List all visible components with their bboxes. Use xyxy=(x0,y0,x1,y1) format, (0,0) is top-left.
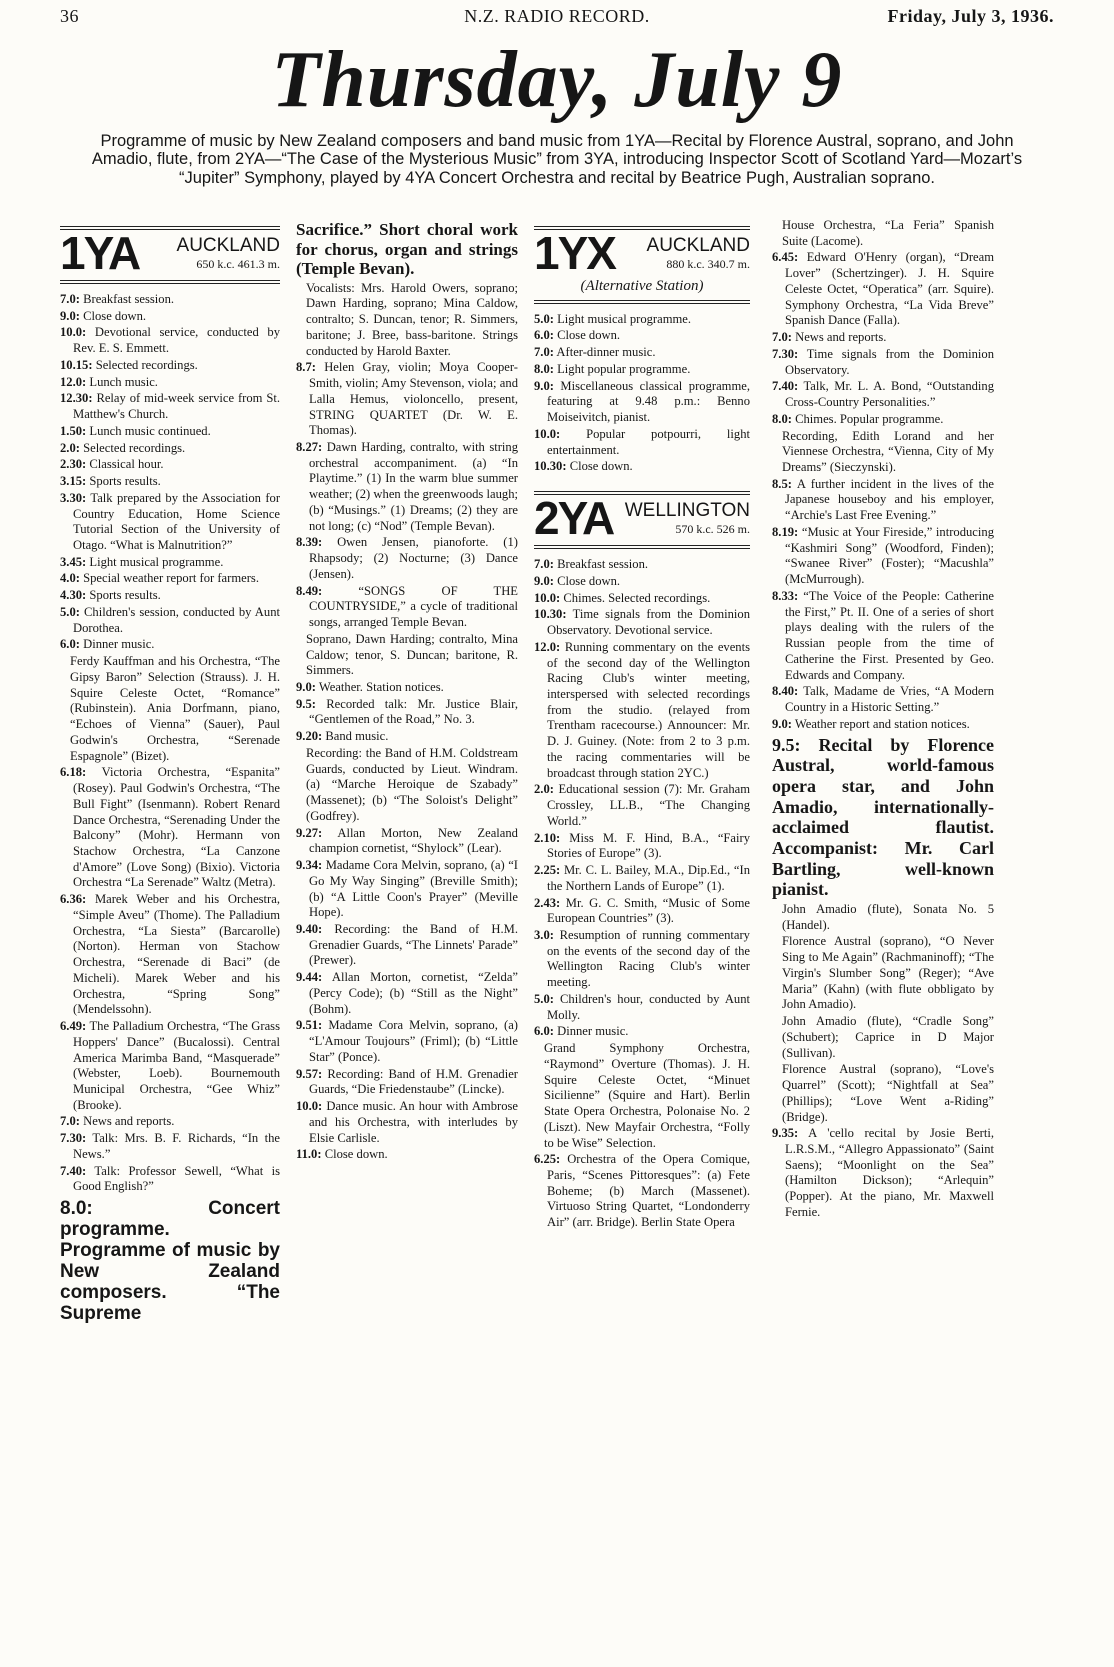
programme-text: Recording: the Band of H.M. Coldstream Guards, conducted by Lieut. Windram. (a) “Marche Heroique de Szabady” (Massenet); (b) “The Soloist's Delight” (Godfrey). xyxy=(306,745,518,823)
programme-time: 8.5: xyxy=(772,476,792,491)
programme-item xyxy=(60,1114,280,1130)
programme-text: Marek Weber and his Orchestra, “Simple Aveu” (Thome). The Palladium Orchestra, “La Siesta” (Barcarolle) (Norton). Herman von Stachow Orchestra, “Serenade di Baci” (de Micheli). Marek Weber and his Orchestra, “Spring Song” (Mendelssohn). xyxy=(73,892,280,1017)
programme-time: 9.0: xyxy=(296,680,316,694)
station-header-2ya xyxy=(534,492,750,545)
programme-text: Classical hour. xyxy=(89,457,164,472)
programme-time: 9.0: xyxy=(772,716,792,731)
station-frequency: 570 k.c. 526 m. xyxy=(675,522,750,537)
programme-time: 9.57: xyxy=(296,1066,323,1081)
programme-time: 9.20: xyxy=(296,729,323,744)
programme-text: Close down. xyxy=(569,459,633,474)
programme-time: 2.0: xyxy=(534,782,554,797)
programme-time: 7.30: xyxy=(772,346,799,361)
programme-time: 10.0: xyxy=(296,1099,323,1114)
programme-list-2ya xyxy=(534,557,750,1231)
programme-item xyxy=(60,654,280,764)
programme-text: Chimes. Selected recordings. xyxy=(563,590,711,605)
programme-time: 2.43: xyxy=(534,895,561,910)
programme-item xyxy=(534,427,750,458)
programme-item xyxy=(296,1099,518,1146)
programme-item xyxy=(772,330,994,346)
programme-item xyxy=(296,746,518,825)
station-call: 2YA xyxy=(534,492,614,545)
programme-item xyxy=(772,1014,994,1061)
programme-text: Weather report and station notices. xyxy=(794,716,970,731)
programme-time: 8.49: xyxy=(296,583,323,598)
programme-item xyxy=(60,1164,280,1195)
programme-time: 6.36: xyxy=(60,892,87,907)
programme-text: Dawn Harding, contralto, with string orchestral accompaniment. (a) “In Playtime.” (1) In the warm blue summer weather; (2) when the greenwoods laugh; (b) “Musings.” (1) Dreams; (2) they are not long; (c) “Nod” (Temple Bevan). xyxy=(309,439,518,533)
programme-list-2ya-cont xyxy=(772,218,994,733)
programme-time: 10.30: xyxy=(534,459,567,474)
issue-date: Friday, July 3, 1936. xyxy=(887,6,1054,26)
programme-text: Resumption of running commentary on the events of the second day of the Wellington Racing Club's winter meeting. xyxy=(547,927,750,990)
programme-text: Edward O'Henry (organ), “Dream Lover” (Schertzinger). J. H. Squire Celeste Octet, “Operatica” (arr. Squire). Symphony Orchestra, “La Vida Breve” Spanish Dance (Falla). xyxy=(785,250,994,328)
station-call: 1YX xyxy=(534,227,615,279)
programme-time: 6.18: xyxy=(60,765,87,780)
station-city: AUCKLAND xyxy=(176,234,280,256)
programme-text: Close down. xyxy=(557,328,621,343)
station-frequency: 880 k.c. 340.7 m. xyxy=(666,257,750,272)
programme-time: 7.0: xyxy=(534,345,554,360)
programme-text: Educational session (7): Mr. Graham Crossley, LL.B., “The Changing World.” xyxy=(547,782,750,828)
programme-item xyxy=(534,574,750,590)
programme-item xyxy=(296,281,518,360)
masthead xyxy=(60,6,1054,32)
programme-time: 8.33: xyxy=(772,588,799,603)
programme-item xyxy=(772,1126,994,1220)
programme-text: Band music. xyxy=(325,729,389,744)
programme-item xyxy=(534,640,750,782)
programme-item xyxy=(296,729,518,745)
station-city: WELLINGTON xyxy=(624,499,750,521)
programme-text: Allan Morton, New Zealand champion cornetist, “Shylock” (Lear). xyxy=(309,825,518,856)
programme-time: 9.27: xyxy=(296,825,323,840)
programme-text: Close down. xyxy=(557,573,621,588)
programme-time: 6.49: xyxy=(60,1019,87,1034)
programme-time: 10.0: xyxy=(60,325,87,340)
programme-item xyxy=(296,697,518,728)
programme-time: 7.30: xyxy=(60,1131,87,1146)
programme-time: 9.0: xyxy=(534,573,554,588)
programme-time: 7.40: xyxy=(60,1163,87,1178)
programme-text: Popular potpourri, light entertainment. xyxy=(547,426,750,457)
programme-text: Talk prepared by the Association for Country Education, Home Science Tutorial Section of the University of Otago. “What is Malnutrition?” xyxy=(73,490,280,553)
programme-time: 8.40: xyxy=(772,684,799,699)
programme-item xyxy=(534,557,750,573)
programme-text: Allan Morton, cornetist, “Zelda” (Percy Code); (b) “Still as the Night” (Bohm). xyxy=(309,970,518,1016)
programme-time: 1.50: xyxy=(60,423,87,438)
programme-time: 9.34: xyxy=(296,858,323,873)
programme-text: Selected recordings. xyxy=(95,357,198,372)
station-location xyxy=(647,234,750,273)
station-location xyxy=(177,234,280,273)
programme-time: 7.40: xyxy=(772,379,799,394)
page-number: 36 xyxy=(60,6,79,26)
programme-text: “SONGS OF THE COUNTRYSIDE,” a cycle of traditional songs, arranged Temple Bevan. xyxy=(309,583,518,630)
intro-summary: Programme of music by New Zealand composers and band music from 1YA—Recital by Florence Austral, soprano, and John Amadio, flute, from 2YA—“The Case of the Mysterious Music” from 3YA, introducing Inspector Scott of Scotland Yard—Mozart’s “Jupiter” Symphony, played by 4YA Concert Orchestra and recital by Beatrice Pugh, Australian soprano. xyxy=(91,132,1023,187)
programme-item xyxy=(296,632,518,679)
programme-time: 3.30: xyxy=(60,490,87,505)
programme-text: A 'cello recital by Josie Berti, L.R.S.M., “Allegro Appassionato” (Saint Saens); “Moonlight on the Sea” (Hamilton Dickson); “Arlequin” (Popper). At the piano, Mr. Maxwell Fernie. xyxy=(785,1126,994,1219)
programme-time: 10.0: xyxy=(534,590,561,605)
programme-time: 12.0: xyxy=(60,374,87,389)
programme-item xyxy=(772,684,994,715)
programme-item xyxy=(60,892,280,1018)
programme-item xyxy=(60,605,280,636)
programme-time: 9.5: xyxy=(296,696,316,711)
programme-text: Orchestra of the Opera Comique, Paris, “Scenes Pittoresques”: (a) Fete Boheme; (b) March (Massenet). Virtuoso String Quartet, “Londonderry Air” (arr. Bridge). Berlin State Opera xyxy=(547,1152,750,1230)
programme-text: News and reports. xyxy=(795,330,887,345)
programme-time: 3.0: xyxy=(534,927,554,942)
programme-text: Recording: Band of H.M. Grenadier Guards, “Die Friedenstaube” (Lincke). xyxy=(309,1066,518,1097)
programme-item xyxy=(534,782,750,829)
programme-text: Lunch music. xyxy=(89,374,158,389)
programme-item xyxy=(60,375,280,391)
publication-name: N.Z. RADIO RECORD. xyxy=(464,6,650,26)
programme-item xyxy=(772,250,994,329)
programme-text: Madame Cora Melvin, soprano, (a) “I Go My Way Singing” (Breville Smith); (b) “A Little Coon's Prayer” (Meville Hope). xyxy=(309,858,518,920)
programme-time: 12.0: xyxy=(534,639,561,654)
programme-text: Light musical programme. xyxy=(557,311,692,326)
programme-item xyxy=(296,970,518,1017)
programme-text: Lunch music continued. xyxy=(89,423,211,438)
programme-text: Devotional service, conducted by Rev. E. S. Emmett. xyxy=(73,325,280,356)
programme-text: Running commentary on the events of the second day of the Wellington Racing Club's winter meeting, interspersed with selected recordings from the studio. (relayed from Trentham racecourse.) Announcer: Mr. D. J. Guiney. (Note: from 2 to 3 p.m. the racing commentaries will be broadcast through station 2YC.) xyxy=(547,639,750,780)
programme-text: Talk, Madame de Vries, “A Modern Country in a Historic Setting.” xyxy=(785,684,994,715)
programme-item xyxy=(772,218,994,249)
programme-text: Dinner music. xyxy=(83,637,155,652)
programme-time: 9.44: xyxy=(296,970,323,985)
programme-time: 4.30: xyxy=(60,588,87,603)
programme-time: 9.0: xyxy=(534,378,554,393)
programme-time: 9.40: xyxy=(296,922,323,937)
programme-text: Relay of mid-week service from St. Matthew's Church. xyxy=(73,391,280,422)
programme-item xyxy=(296,826,518,857)
programme-text: A further incident in the lives of the Japanese houseboy and his employer, “Archie's Last Free Evening.” xyxy=(785,476,994,523)
programme-item xyxy=(772,589,994,683)
programme-text: Talk: Professor Sewell, “What is Good English?” xyxy=(73,1163,280,1194)
programme-text: Recorded talk: Mr. Justice Blair, “Gentlemen of the Road,” No. 3. xyxy=(309,696,518,727)
programme-text: Selected recordings. xyxy=(83,440,186,455)
programme-item xyxy=(60,765,280,891)
programme-time: 10.30: xyxy=(534,607,567,622)
programme-item xyxy=(60,1019,280,1113)
programme-item xyxy=(534,312,750,328)
programme-text: Dance music. An hour with Ambrose and his Orchestra, with interludes by Elsie Carlisle. xyxy=(309,1099,518,1145)
programme-text: Madame Cora Melvin, soprano, (a) “L'Amour Toujours” (Friml); (b) “Little Star” (Ponce). xyxy=(309,1018,518,1064)
programme-item xyxy=(534,863,750,894)
programme-time: 9.0: xyxy=(60,308,80,323)
programme-time: 8.39: xyxy=(296,535,323,550)
programme-text: Light musical programme. xyxy=(89,554,224,569)
programme-time: 6.25: xyxy=(534,1152,561,1167)
programme-item xyxy=(772,1062,994,1125)
station-header-1ya xyxy=(60,227,280,279)
programme-text: Miss M. F. Hind, B.A., “Fairy Stories of Europe” (3). xyxy=(547,830,750,861)
programme-item xyxy=(534,379,750,426)
programme-item xyxy=(772,429,994,476)
programme-text: Owen Jensen, pianoforte. (1) Rhapsody; (2) Nocturne; (3) Dance (Jensen). xyxy=(309,535,518,581)
programme-text: Soprano, Dawn Harding; contralto, Mina Caldow; tenor, S. Duncan; baritone, R. Simmers. xyxy=(306,631,518,678)
programme-text: Chimes. Popular programme. xyxy=(795,411,944,426)
programme-item xyxy=(772,717,994,733)
programme-time: 6.45: xyxy=(772,250,799,265)
programme-text: Recording, Edith Lorand and her Viennese Orchestra, “Vienna, City of My Dreams” (Sieczynski). xyxy=(782,428,994,475)
page-title: Thursday, July 9 xyxy=(271,36,843,124)
programme-text: Breakfast session. xyxy=(557,557,649,572)
station-location xyxy=(625,499,750,538)
programme-time: 10.15: xyxy=(60,357,93,372)
programme-text: Dinner music. xyxy=(557,1024,629,1039)
column-2 xyxy=(296,218,518,1558)
programme-item xyxy=(772,477,994,524)
programme-item xyxy=(60,325,280,356)
programme-list-1ya-cont xyxy=(296,281,518,1163)
programme-text: House Orchestra, “La Feria” Spanish Suite (Lacome). xyxy=(782,218,994,248)
programme-text: Sports results. xyxy=(89,588,161,603)
programme-text: The Palladium Orchestra, “The Grass Hoppers' Dance” (Bucalossi). Central America Marimba Band, “Masquerade” (Webster, Loeb). Bournemouth Municipal Orchestra, “Gee Whiz” (Brooke). xyxy=(73,1019,280,1112)
programme-text: “Music at Your Fireside,” introducing “Kashmiri Song” (Woodford, Finden); “Swanee River” (Foster); “Macushla” (McMurrough). xyxy=(785,524,994,587)
station-frequency: 650 k.c. 461.3 m. xyxy=(196,257,280,272)
programme-item xyxy=(534,345,750,361)
programme-time: 9.35: xyxy=(772,1126,799,1141)
programme-item xyxy=(60,1131,280,1162)
programme-item xyxy=(60,424,280,440)
programme-text: Grand Symphony Orchestra, “Raymond” Overture (Thomas). J. H. Squire Celeste Octet, “Minuet Sicilienne” (Squire and Hart). Berlin State Opera Orchestra, Polonaise No. 2 (Liszt). New Mayfair Orchestra, “Folly to be Wise” Selection. xyxy=(544,1041,750,1150)
programme-list-2ya-recital xyxy=(772,902,994,1221)
programme-item xyxy=(772,525,994,588)
programme-text: “The Voice of the People: Catherine the First,” Pt. II. One of a series of short plays dealing with the rulers of the Russian people from the time of Catherine the First. Presented by Geo. Edwards and Company. xyxy=(785,588,994,682)
programme-list-1ya xyxy=(60,292,280,1195)
programme-item xyxy=(60,491,280,554)
programme-time: 2.25: xyxy=(534,863,561,878)
programme-time: 2.0: xyxy=(60,440,80,455)
programme-item xyxy=(60,309,280,325)
programme-text: Talk, Mr. L. A. Bond, “Outstanding Cross-Country Personalities.” xyxy=(785,379,994,410)
programme-item xyxy=(772,379,994,410)
programme-text: Florence Austral (soprano), “O Never Sing to Me Again” (Rachmaninoff); “The Virgin's Slumber Song” (Reger); “Ave Maria” (Kahn) (with flute obbligato by John Amadio). xyxy=(782,934,994,1012)
station-city: AUCKLAND xyxy=(646,234,750,256)
programme-item xyxy=(60,637,280,653)
programme-item xyxy=(772,902,994,933)
station-header-1yx xyxy=(534,227,750,279)
programme-text: Talk: Mrs. B. F. Richards, “In the News.” xyxy=(73,1131,280,1161)
programme-time: 5.0: xyxy=(60,604,80,619)
programme-item xyxy=(296,584,518,631)
programme-time: 5.0: xyxy=(534,991,554,1006)
programme-item xyxy=(60,588,280,604)
programme-item xyxy=(534,831,750,862)
programme-text: Close down. xyxy=(324,1147,388,1162)
programme-text: Florence Austral (soprano), “Love's Quarrel” (Scott); “Nightfall at Sea” (Phillips); “Love Went a-Riding” (Bridge). xyxy=(782,1062,994,1124)
programme-time: 8.0: xyxy=(534,361,554,376)
programme-text: Close down. xyxy=(83,308,147,323)
programme-text: Weather. Station notices. xyxy=(318,680,444,694)
programme-item xyxy=(60,474,280,490)
programme-time: 7.0: xyxy=(772,330,792,345)
programme-text: Children's session, conducted by Aunt Dorothea. xyxy=(73,604,280,635)
programme-time: 8.7: xyxy=(296,360,316,375)
column-4 xyxy=(772,218,994,1558)
programme-text: John Amadio (flute), “Cradle Song” (Schubert); Caprice in D Major (Sullivan). xyxy=(782,1014,994,1060)
programme-text: Breakfast session. xyxy=(83,292,175,306)
programme-time: 3.45: xyxy=(60,554,87,569)
programme-list-1yx xyxy=(534,312,750,475)
programme-text: News and reports. xyxy=(83,1114,175,1129)
programme-time: 9.51: xyxy=(296,1018,323,1033)
programme-item xyxy=(534,328,750,344)
programme-text: Time signals from the Dominion Observatory. Devotional service. xyxy=(547,607,750,638)
programme-text: Special weather report for farmers. xyxy=(83,571,259,586)
programme-time: 2.10: xyxy=(534,830,561,845)
programme-text: Helen Gray, violin; Moya Cooper-Smith, violin; Amy Stevenson, viola; and Lalla Hemus, violoncello, present, STRING QUARTET (Dr. W. E. Thomas). xyxy=(309,360,518,438)
column-3 xyxy=(534,218,750,1558)
programme-item xyxy=(534,607,750,638)
programme-text: After-dinner music. xyxy=(556,345,656,360)
programme-item xyxy=(534,992,750,1023)
programme-item xyxy=(296,440,518,534)
programme-time: 7.0: xyxy=(60,292,80,306)
programme-time: 11.0: xyxy=(296,1147,322,1162)
programme-time: 6.0: xyxy=(534,1024,554,1039)
programme-item xyxy=(534,1041,750,1151)
programme-text: Vocalists: Mrs. Harold Owers, soprano; Dawn Harding, soprano; Mina Caldow, contralto; S. Duncan, tenor; R. Simmers, baritone; J. Bree, bass-baritone. Strings conducted by Harold Baxter. xyxy=(306,280,518,358)
programme-item xyxy=(60,441,280,457)
programme-item xyxy=(534,362,750,378)
programme-time: 6.0: xyxy=(534,328,554,343)
programme-item xyxy=(60,457,280,473)
programme-text: Victoria Orchestra, “Espanita” (Rosey). Paul Godwin's Orchestra, “The Bull Fight” (Isenmann). Robert Renard Dance Orchestra, “Serenading Under the Balcony” (Mohr). Hermann von Stachow Orchestra, “La Canzone d'Amore” (Love Song) (Bixio). Victoria Orchestra “La Serenade” Waltz (Metra). xyxy=(73,765,280,890)
programme-item xyxy=(296,1147,518,1163)
programme-time: 10.0: xyxy=(534,426,561,441)
programme-item xyxy=(296,535,518,582)
programme-time: 3.15: xyxy=(60,474,87,489)
rule-bottom xyxy=(534,545,750,549)
programme-text: Time signals from the Dominion Observatory. xyxy=(785,346,994,377)
programme-item xyxy=(60,555,280,571)
programme-item xyxy=(60,292,280,308)
programme-item xyxy=(534,1152,750,1231)
programme-text: Children's hour, conducted by Aunt Molly. xyxy=(547,991,750,1022)
programme-item xyxy=(60,358,280,374)
programme-item xyxy=(772,347,994,378)
programme-item xyxy=(772,412,994,428)
station-note: (Alternative Station) xyxy=(580,278,704,294)
programme-item xyxy=(60,391,280,422)
programme-item xyxy=(296,1067,518,1098)
programme-item xyxy=(60,571,280,587)
programme-item xyxy=(296,1018,518,1065)
programme-time: 7.0: xyxy=(60,1114,80,1129)
rule-bottom xyxy=(60,280,280,284)
programme-text: Miscellaneous classical programme, featuring at 9.48 p.m.: Benno Moiseivitch, pianist. xyxy=(547,378,750,425)
programme-item xyxy=(296,680,518,696)
rule-bottom xyxy=(534,300,750,304)
programme-item xyxy=(534,928,750,991)
column-1 xyxy=(60,218,280,1558)
programme-time: 6.0: xyxy=(60,637,80,652)
programme-item xyxy=(534,1024,750,1040)
programme-time: 8.19: xyxy=(772,524,799,539)
programme-text: Mr. G. C. Smith, “Music of Some European Countries” (3). xyxy=(547,895,750,926)
programme-time: 8.27: xyxy=(296,439,323,454)
programme-time: 12.30: xyxy=(60,391,93,406)
programme-text: Light popular programme. xyxy=(557,361,691,376)
station-call: 1YA xyxy=(60,227,140,279)
programme-text: Mr. C. L. Bailey, M.A., Dip.Ed., “In the Northern Lands of Europe” (1). xyxy=(547,863,750,893)
programme-item xyxy=(296,360,518,439)
programme-text: Recording: the Band of H.M. Grenadier Guards, “The Linnets' Parade” (Prewer). xyxy=(309,922,518,968)
concert-heading: 8.0: Concert programme. Programme of music by New Zealand composers. “The Supreme xyxy=(60,1198,280,1324)
programme-text: Sports results. xyxy=(89,474,161,489)
programme-time: 8.0: xyxy=(772,411,792,426)
programme-time: 5.0: xyxy=(534,311,554,326)
programme-time: 2.30: xyxy=(60,457,87,472)
feature-recital: 9.5: Recital by Florence Austral, world-famous opera star, and John Amadio, internationally-acclaimed flautist. Accompanist: Mr. Carl Bartling, well-known pianist. xyxy=(772,734,994,900)
programme-item xyxy=(296,858,518,921)
programme-item xyxy=(772,934,994,1013)
programme-time: 7.0: xyxy=(534,557,554,572)
programme-continuation: Sacrifice.” Short choral work for chorus, organ and strings (Temple Bevan). xyxy=(296,220,518,279)
programme-item xyxy=(534,459,750,475)
programme-text: Ferdy Kauffman and his Orchestra, “The Gipsy Baron” Selection (Strauss). J. H. Squire Celeste Octet, “Romance” (Rubinstein). Ania Dorfmann, piano, “Echoes of Vienna” (Sauer), Paul Godwin's Orchestra, “Serenade Espagnole” (Bizet). xyxy=(70,654,280,763)
programme-time: 4.0: xyxy=(60,571,80,586)
programme-item xyxy=(534,591,750,607)
programme-text: John Amadio (flute), Sonata No. 5 (Handel). xyxy=(782,902,994,932)
programme-item xyxy=(534,896,750,927)
programme-item xyxy=(296,922,518,969)
